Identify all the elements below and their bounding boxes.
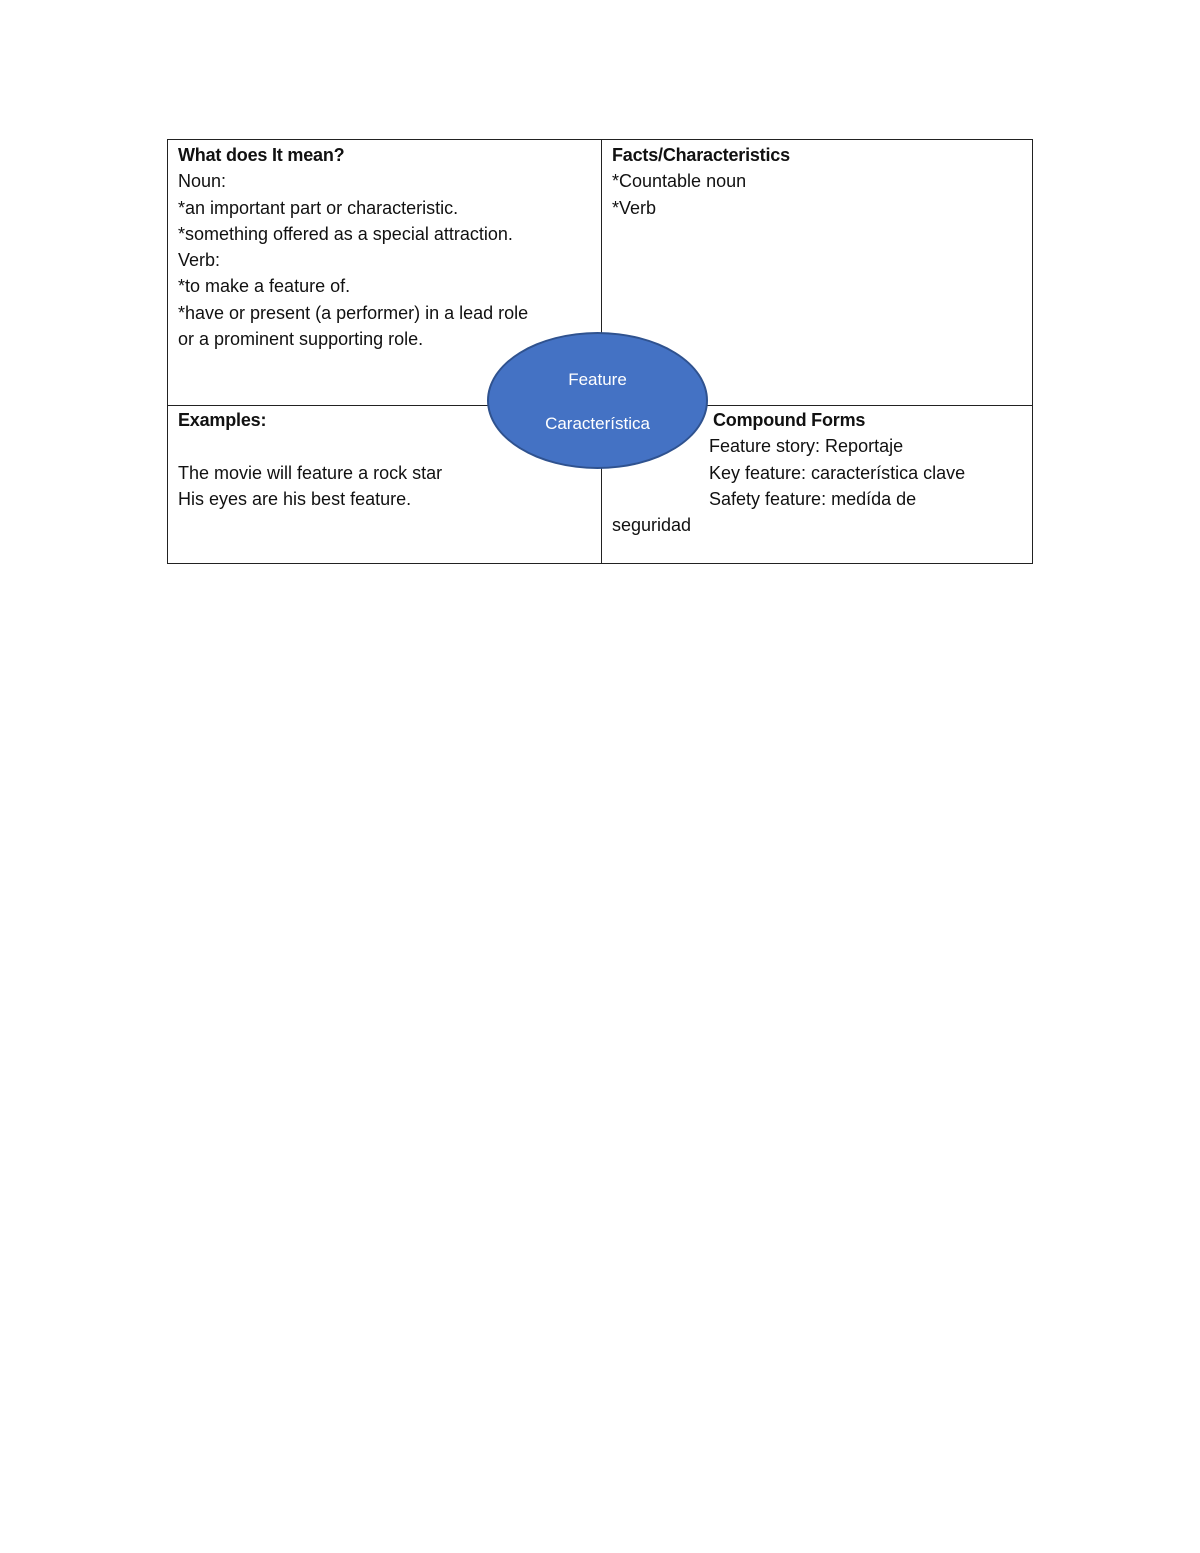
compound-form-line: seguridad (612, 515, 692, 536)
definition-heading: What does It mean? (178, 145, 345, 165)
facts-quadrant (612, 142, 1022, 221)
definition-line: *to make a feature of. (178, 276, 351, 297)
definition-line: Verb: (178, 250, 221, 271)
definition-line: *something offered as a special attraction. (178, 223, 513, 244)
center-word-oval (487, 332, 708, 469)
definition-quadrant (178, 142, 588, 352)
facts-line: *Verb (612, 197, 657, 218)
definition-line: Noun: (178, 171, 227, 192)
compound-form-line: Safety feature: medída de (709, 488, 917, 509)
examples-heading: Examples: (178, 410, 267, 430)
compound-forms-heading: Compound Forms (713, 410, 866, 430)
compound-form-line: Feature story: Reportaje (709, 436, 904, 457)
definition-line: *an important part or characteristic. (178, 197, 459, 218)
definition-line: *have or present (a performer) in a lead role (178, 302, 529, 323)
facts-heading: Facts/Characteristics (612, 145, 790, 165)
center-translation: Característica (545, 414, 650, 433)
definition-line: or a prominent supporting role. (178, 329, 424, 350)
example-line: The movie will feature a rock star (178, 462, 443, 483)
compound-form-line: Key feature: característica clave (709, 462, 966, 483)
facts-line: *Countable noun (612, 171, 747, 192)
example-line: His eyes are his best feature. (178, 488, 412, 509)
center-word: Feature (568, 370, 627, 389)
